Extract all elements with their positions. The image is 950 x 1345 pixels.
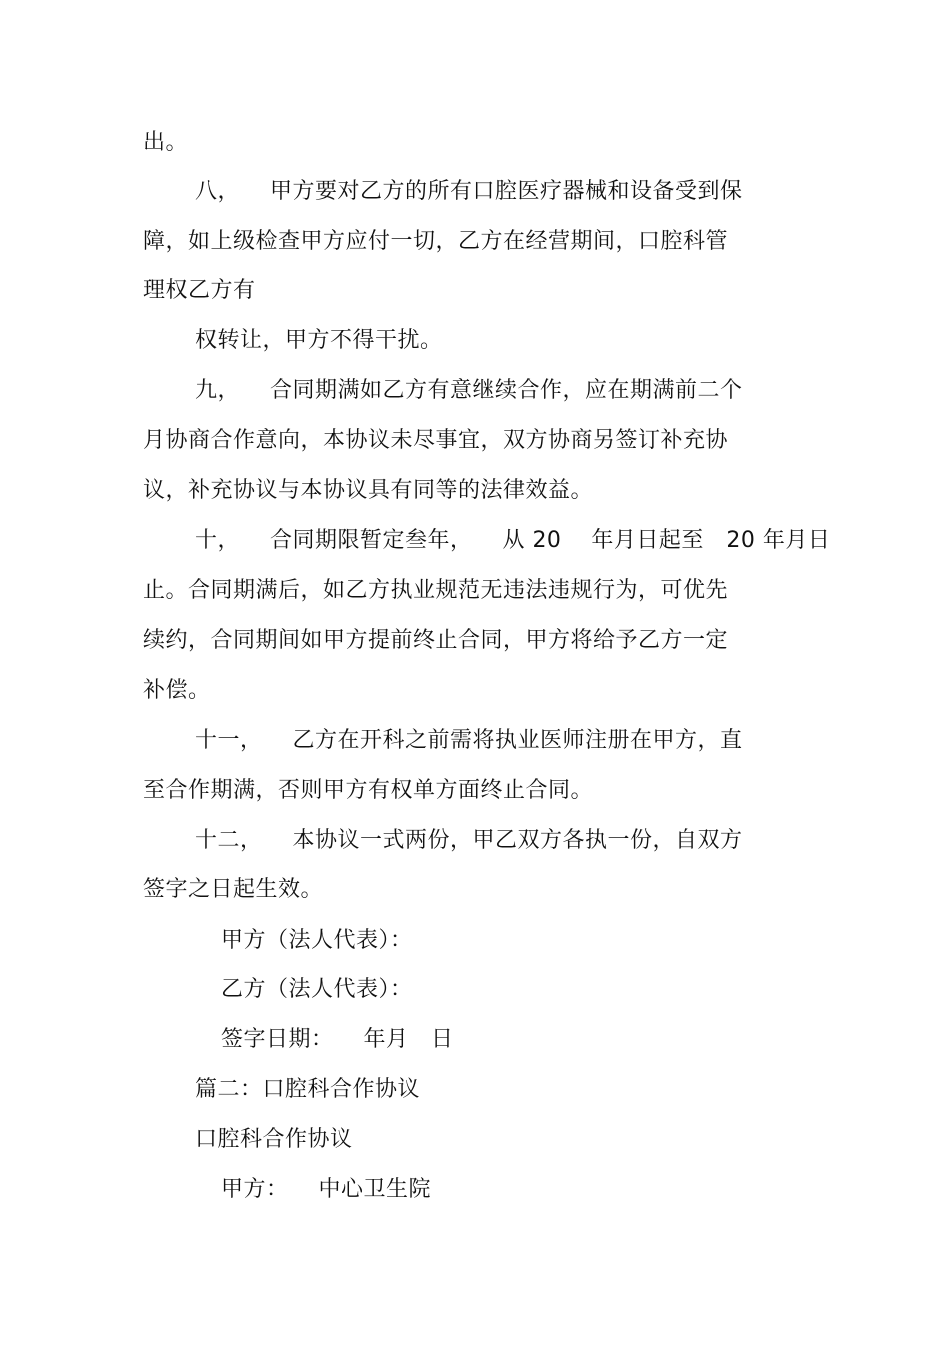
text-line: 止。合同期满后，如乙方执业规范无违法违规行为，可优先: [143, 578, 729, 603]
clause-10-line: 十， 合同期限暂定叁年， 从 20 年月日起至 20 年月日: [195, 528, 831, 553]
text-line: 至合作期满，否则甲方有权单方面终止合同。: [143, 778, 594, 803]
text-line: 权转让，甲方不得干扰。: [195, 328, 443, 353]
text-line: 障，如上级检查甲方应付一切，乙方在经营期间，口腔科管: [143, 229, 729, 254]
text-line: 续约，合同期间如甲方提前终止合同，甲方将给予乙方一定: [143, 628, 729, 653]
text-line: 签字之日起生效。: [143, 877, 324, 902]
text-line: 理权乙方有: [143, 278, 256, 303]
text-line: 补偿。: [143, 678, 211, 703]
signature-date-label: 签字日期： 年月 日: [221, 1027, 454, 1052]
section-heading: 篇二：口腔科合作协议: [195, 1077, 421, 1102]
text-line: 议，补充协议与本协议具有同等的法律效益。: [143, 478, 594, 503]
party-b-signature-label: 乙方（法人代表）：: [221, 977, 413, 1002]
party-a-signature-label: 甲方（法人代表）：: [221, 928, 413, 953]
clause-12-line: 十二， 本协议一式两份，甲乙双方各执一份，自双方: [195, 828, 743, 853]
clause-9-line: 九， 合同期满如乙方有意继续合作，应在期满前二个: [195, 378, 743, 403]
clause-8-line: 八， 甲方要对乙方的所有口腔医疗器械和设备受到保: [195, 179, 743, 204]
text-line: 月协商合作意向，本协议未尽事宜，双方协商另签订补充协: [143, 428, 729, 453]
party-a-line: 甲方： 中心卫生院: [221, 1177, 431, 1202]
clause-11-line: 十一， 乙方在开科之前需将执业医师注册在甲方，直: [195, 728, 743, 753]
text-line: 出。: [143, 130, 189, 155]
agreement-title: 口腔科合作协议: [195, 1127, 353, 1152]
